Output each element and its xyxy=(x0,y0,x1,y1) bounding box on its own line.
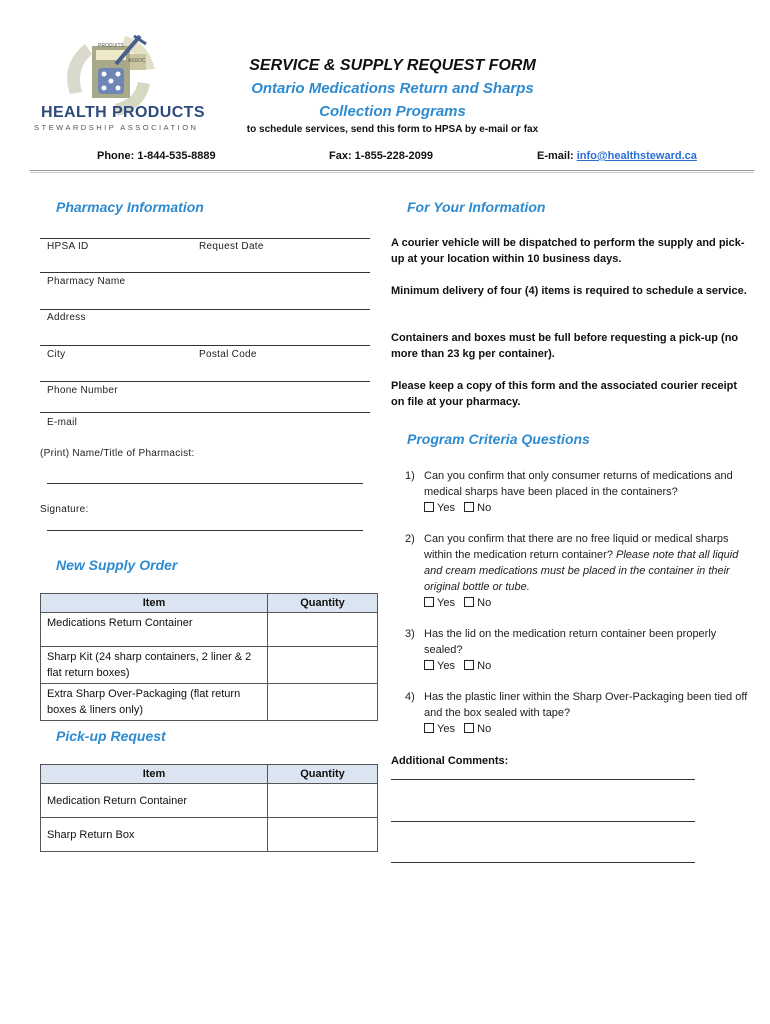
contact-email xyxy=(537,150,697,162)
table-row xyxy=(41,684,378,721)
hpsa-logo xyxy=(30,24,205,136)
question-number: 2) xyxy=(405,533,415,545)
question-note: Please note that all liquid and cream medications must be placed in the container in their original bottle or tube. xyxy=(424,549,739,593)
pharmacy-name-field[interactable]: Pharmacy Name xyxy=(47,276,126,287)
question-text: Has the plastic liner within the Sharp Over-Packaging been tied off and the box sealed with tape? xyxy=(424,691,748,719)
no-checkbox[interactable] xyxy=(464,660,474,670)
signature-field[interactable]: Signature: xyxy=(40,504,89,515)
phone-number-field[interactable]: Phone Number xyxy=(47,385,118,396)
info-paragraph-courier: A courier vehicle will be dispatched to perform the supply and pick-up at your location within 10 business days. xyxy=(391,237,745,265)
pickup-item-label: Medication Return Container xyxy=(41,784,268,818)
pickup-header-row xyxy=(41,765,378,784)
yes-label: Yes xyxy=(437,723,455,735)
question-text: Can you confirm that only consumer returns of medications and medical sharps have been placed in the containers? xyxy=(424,470,733,498)
pickup-table xyxy=(40,764,378,852)
pharmacist-name-line xyxy=(47,483,363,484)
question-text: Can you confirm that there are no free liquid or medical sharps within the medication return container? xyxy=(424,533,729,561)
no-checkbox[interactable] xyxy=(464,502,474,512)
supply-order-table xyxy=(40,593,378,721)
table-row xyxy=(41,613,378,647)
pickup-item-label: Sharp Return Box xyxy=(41,818,268,852)
field-line-address xyxy=(40,309,370,310)
request-date-field[interactable]: Request Date xyxy=(199,241,264,252)
yes-label: Yes xyxy=(437,597,455,609)
info-paragraph-copy: Please keep a copy of this form and the associated courier receipt on file at your pharmacy. xyxy=(391,380,738,408)
table-row xyxy=(41,647,378,684)
supply-col-quantity: Quantity xyxy=(268,594,378,613)
signature-line xyxy=(47,530,363,531)
contact-email-label: E-mail: xyxy=(537,150,577,162)
pickup-quantity-input[interactable] xyxy=(268,818,378,852)
logo-subtitle: STEWARDSHIP ASSOCIATION xyxy=(34,123,199,132)
yes-checkbox[interactable] xyxy=(424,660,434,670)
pharmacist-name-field[interactable]: (Print) Name/Title of Pharmacist: xyxy=(40,448,195,459)
city-field[interactable]: City xyxy=(47,349,66,360)
program-title-line1: Ontario Medications Return and Sharps xyxy=(251,80,534,97)
supply-quantity-input[interactable] xyxy=(268,647,378,684)
field-line-pharmacy-name xyxy=(40,272,370,273)
form-title: SERVICE & SUPPLY REQUEST FORM xyxy=(249,57,536,74)
supply-quantity-input[interactable] xyxy=(268,684,378,721)
no-label: No xyxy=(477,502,492,514)
question-number: 3) xyxy=(405,628,415,640)
supply-quantity-input[interactable] xyxy=(268,613,378,647)
yes-checkbox[interactable] xyxy=(424,723,434,733)
comment-line[interactable] xyxy=(391,862,695,863)
criteria-question-1 xyxy=(405,468,750,516)
yes-checkbox[interactable] xyxy=(424,502,434,512)
logo-name: HEALTH PRODUCTS xyxy=(41,104,205,121)
form-instruction: to schedule services, send this form to HPSA by e-mail or fax xyxy=(246,124,539,135)
no-label: No xyxy=(477,660,492,672)
criteria-question-4 xyxy=(405,689,750,737)
hpsa-id-field[interactable]: HPSA ID xyxy=(47,241,89,252)
info-heading: For Your Information xyxy=(407,199,546,215)
pickup-heading: Pick-up Request xyxy=(56,728,166,744)
pharmacy-info-heading: Pharmacy Information xyxy=(56,199,204,215)
logo-badge-2: ASSOC xyxy=(128,58,146,64)
contact-phone: Phone: 1-844-535-8889 xyxy=(97,150,216,162)
header-divider-shadow xyxy=(30,172,754,173)
field-line-email xyxy=(40,412,370,413)
question-number: 1) xyxy=(405,470,415,482)
program-title-line2: Collection Programs xyxy=(319,103,466,120)
supply-item-label: Extra Sharp Over-Packaging (flat return boxes & liners only) xyxy=(41,684,268,721)
table-row xyxy=(41,818,378,852)
supply-item-label: Sharp Kit (24 sharp containers, 2 liner & 2 flat return boxes) xyxy=(41,647,268,684)
supply-order-heading: New Supply Order xyxy=(56,557,178,573)
yes-label: Yes xyxy=(437,502,455,514)
question-number: 4) xyxy=(405,691,415,703)
supply-col-item: Item xyxy=(41,594,268,613)
criteria-question-2 xyxy=(405,531,750,611)
yes-label: Yes xyxy=(437,660,455,672)
contact-fax: Fax: 1-855-228-2099 xyxy=(329,150,433,162)
header-divider xyxy=(30,170,754,171)
pickup-col-quantity: Quantity xyxy=(268,765,378,784)
question-text: Has the lid on the medication return container been properly sealed? xyxy=(424,628,717,656)
answer-options xyxy=(424,721,750,737)
field-line-phone xyxy=(40,381,370,382)
no-label: No xyxy=(477,723,492,735)
yes-checkbox[interactable] xyxy=(424,597,434,607)
supply-item-label: Medications Return Container xyxy=(41,613,268,647)
postal-code-field[interactable]: Postal Code xyxy=(199,349,257,360)
criteria-heading: Program Criteria Questions xyxy=(407,431,590,447)
answer-options xyxy=(424,500,750,516)
info-paragraph-containers: Containers and boxes must be full before requesting a pick-up (no more than 23 kg per container). xyxy=(391,332,739,360)
no-label: No xyxy=(477,597,492,609)
pickup-quantity-input[interactable] xyxy=(268,784,378,818)
email-field[interactable]: E-mail xyxy=(47,417,78,428)
field-line-hpsa xyxy=(40,238,370,239)
comment-line[interactable] xyxy=(391,779,695,780)
criteria-question-3 xyxy=(405,626,750,674)
info-paragraph-minimum: Minimum delivery of four (4) items is required to schedule a service. xyxy=(391,285,747,297)
answer-options xyxy=(424,658,750,674)
no-checkbox[interactable] xyxy=(464,597,474,607)
field-line-city xyxy=(40,345,370,346)
no-checkbox[interactable] xyxy=(464,723,474,733)
additional-comments-label: Additional Comments: xyxy=(391,755,509,767)
table-row xyxy=(41,784,378,818)
answer-options xyxy=(424,595,750,611)
pickup-col-item: Item xyxy=(41,765,268,784)
supply-order-header-row xyxy=(41,594,378,613)
address-field[interactable]: Address xyxy=(47,312,86,323)
logo-badge: PRODUITS xyxy=(98,43,124,49)
contact-email-link[interactable]: info@healthsteward.ca xyxy=(576,150,697,162)
comment-line[interactable] xyxy=(391,821,695,822)
